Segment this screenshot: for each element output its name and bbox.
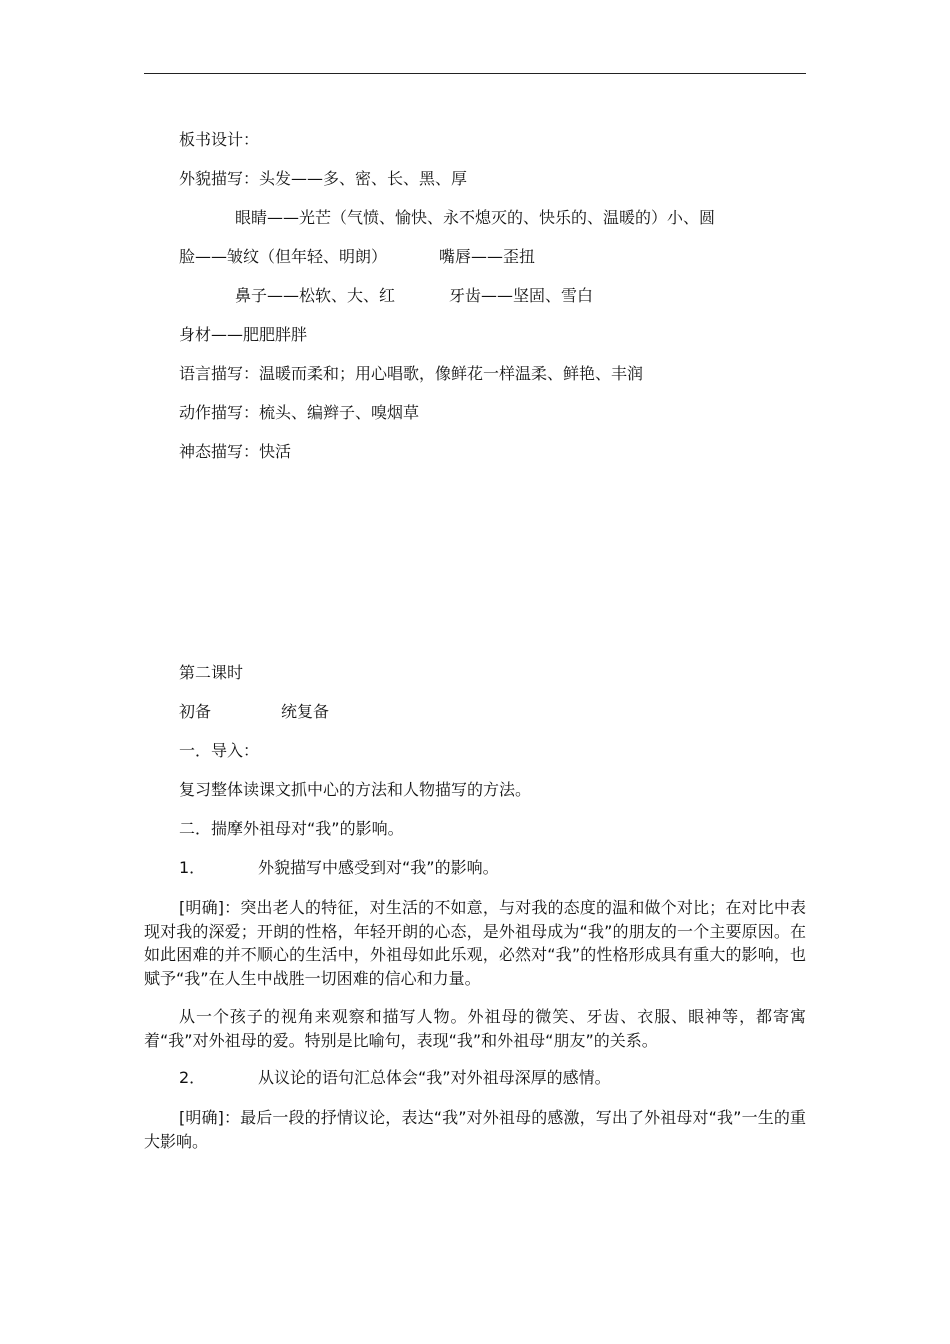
nose-teeth-line (235, 286, 593, 306)
prep-line (179, 702, 329, 722)
perspective-paragraph: 从一个孩子的视角来观察和描写人物。外祖母的微笑、牙齿、衣服、眼神等，都寄寓着“我”对外祖母的爱。特别是比喻句，表现“我”和外祖母“朋友”的关系。 (144, 1007, 806, 1050)
lesson2-title: 第二课时 (179, 663, 244, 682)
section2-heading: 二．揣摩外祖母对“我”的影响。 (179, 819, 404, 838)
face-text: 脸——皱纹（但年轻、明朗） (179, 247, 388, 266)
item1-line (179, 858, 499, 878)
prep-review: 统复备 (281, 702, 330, 721)
face-line (179, 247, 535, 267)
action-line: 动作描写：梳头、编辫子、嗅烟草 (179, 403, 420, 422)
appearance-hair-line: 外貌描写：头发——多、密、长、黑、厚 (179, 169, 468, 188)
item1-number: 1． (179, 858, 206, 877)
eyes-line: 眼睛——光芒（气愤、愉快、永不熄灭的、快乐的、温暖的）小、圆 (235, 208, 716, 227)
item1-text: 外貌描写中感受到对“我”的影响。 (258, 858, 499, 877)
clarify-paragraph-2: [明确]：最后一段的抒情议论，表达“我”对外祖母的感激，写出了外祖母对“我”一生的重大影响。 (144, 1108, 806, 1151)
item2-number: 2． (179, 1068, 206, 1087)
section1-text: 复习整体读课文抓中心的方法和人物描写的方法。 (179, 780, 532, 799)
clarify-paragraph-1: [明确]：突出老人的特征，对生活的不如意，与对我的态度的温和做个对比；在对比中表现对我的深爱；开朗的性格，年轻开朗的心态，是外祖母成为“我”的朋友的一个主要原因。在如此困难的并不顺心的生活中，外祖母如此乐观，必然对“我”的性格形成具有重大的影响，也赋予“我”在人生中战胜一切困难的信心和力量。 (144, 898, 806, 988)
item2-text: 从议论的语句汇总体会“我”对外祖母深厚的感情。 (258, 1068, 611, 1087)
nose-text: 鼻子——松软、大、红 (235, 286, 396, 305)
board-design-title: 板书设计： (179, 130, 260, 149)
item2-line (179, 1068, 611, 1088)
language-line: 语言描写：温暖而柔和；用心唱歌，像鲜花一样温柔、鲜艳、丰润 (179, 364, 644, 383)
teeth-text: 牙齿——坚固、雪白 (449, 286, 594, 305)
header-rule (144, 73, 806, 74)
expression-line: 神态描写：快活 (179, 442, 292, 461)
body-line: 身材——肥肥胖胖 (179, 325, 308, 344)
lips-text: 嘴唇——歪扭 (439, 247, 536, 266)
prep-initial: 初备 (179, 702, 212, 721)
section1-heading: 一．导入： (179, 741, 260, 760)
